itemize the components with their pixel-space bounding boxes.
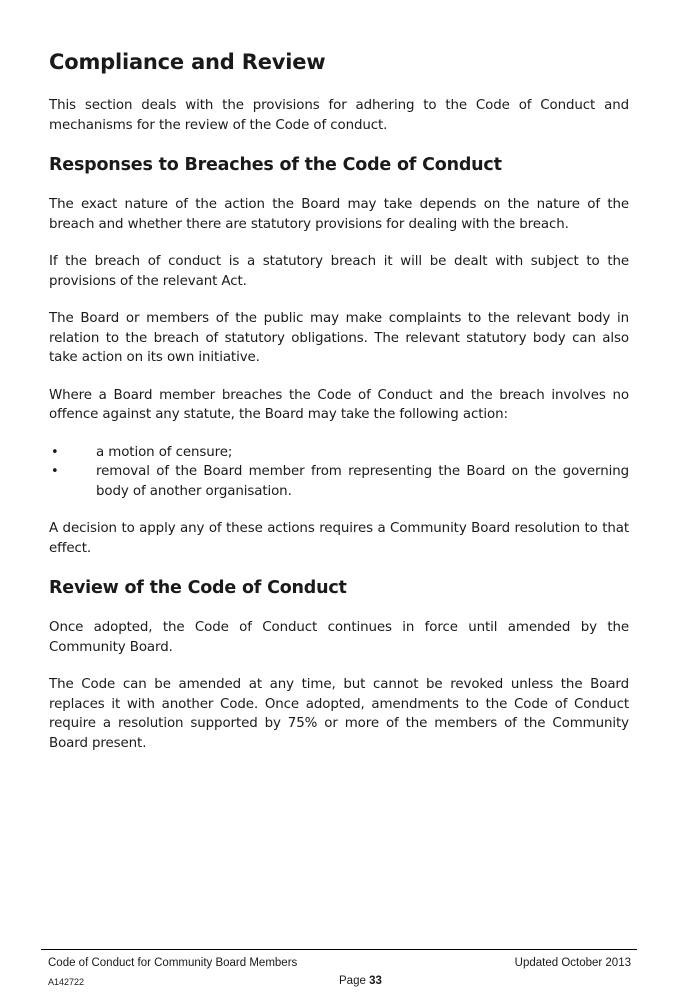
review-heading: Review of the Code of Conduct <box>49 578 347 598</box>
breaches-paragraph-1: The exact nature of the action the Board may take depends on the nature of the breach and whether there are statutory provisions for dealing with the breach. <box>49 197 629 232</box>
bullet-icon: • <box>51 464 59 479</box>
breaches-paragraph-3: The Board or members of the public may make complaints to the relevant body in relation to the breach of statutory obligations. The relevant statutory body can also take action on its own initiative. <box>49 311 629 365</box>
page-label: Page <box>339 975 366 987</box>
list-item <box>49 462 629 501</box>
page-number: 33 <box>369 975 382 987</box>
page-title: Compliance and Review <box>49 50 326 74</box>
bullet-icon: • <box>51 444 59 460</box>
intro-paragraph: This section deals with the provisions for adhering to the Code of Conduct and mechanisms for the review of the Code of conduct. <box>49 98 629 133</box>
breaches-heading: Responses to Breaches of the Code of Conduct <box>49 155 502 175</box>
breaches-paragraph-2: If the breach of conduct is a statutory breach it will be dealt with subject to the provisions of the relevant Act. <box>49 254 629 289</box>
footer-bottom-row <box>41 970 637 990</box>
review-paragraph-1: Once adopted, the Code of Conduct continues in force until amended by the Community Board. <box>49 620 629 655</box>
review-paragraph-2: The Code can be amended at any time, but cannot be revoked unless the Board replaces it with another Code. Once adopted, amendments to the Code of Conduct require a resolution supported by 75% or more of the members of the Community Board present. <box>49 677 629 751</box>
page-content <box>49 48 629 771</box>
footer-updated-date: Updated October 2013 <box>514 957 631 969</box>
list-item-text: a motion of censure; <box>96 444 233 460</box>
footer-document-title: Code of Conduct for Community Board Members <box>48 957 298 969</box>
footer-page-indicator <box>339 975 382 987</box>
list-item-text: removal of the Board member from representing the Board on the governing body of another organisation. <box>96 464 629 499</box>
list-item <box>49 443 629 463</box>
breaches-closing-paragraph: A decision to apply any of these actions requires a Community Board resolution to that effect. <box>49 521 629 556</box>
footer-top-row <box>41 950 637 970</box>
breaches-paragraph-4: Where a Board member breaches the Code of Conduct and the breach involves no offence against any statute, the Board may take the following action: <box>49 387 629 422</box>
page-footer <box>41 949 637 990</box>
footer-document-code: A142722 <box>48 977 85 987</box>
action-list <box>49 443 629 502</box>
